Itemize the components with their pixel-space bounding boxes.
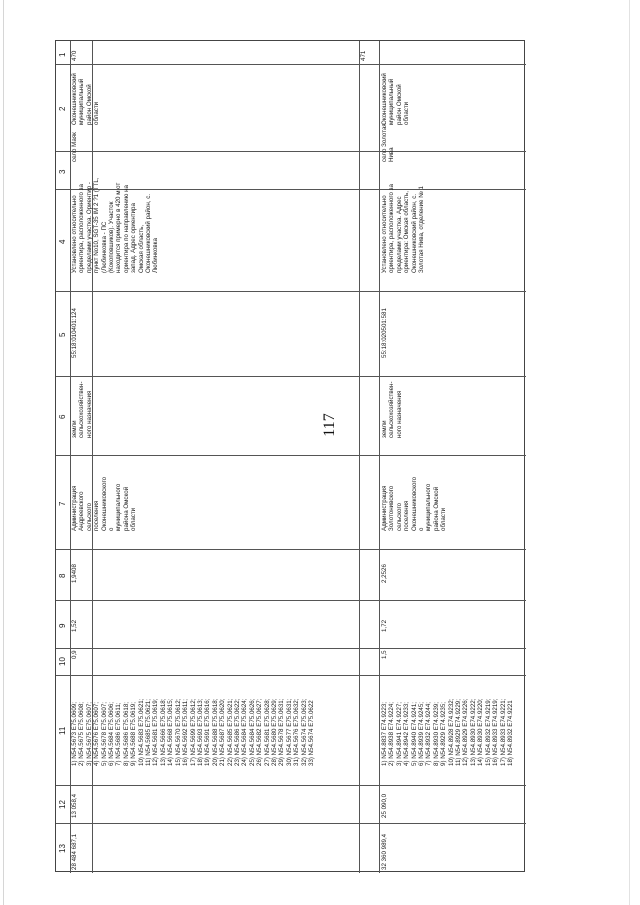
col-header: 13: [58, 844, 67, 853]
col12-value: 13 058,4: [71, 793, 78, 818]
col-header: 1: [58, 52, 67, 57]
col9-value: 1,52: [71, 619, 78, 632]
col-header: 10: [58, 657, 67, 666]
land-category: земли сельскохозяйствен- ного назначения: [71, 381, 93, 438]
table-row: [359, 41, 526, 873]
table-row: [70, 41, 359, 873]
land-category: земли сельскохозяйствен- ного назначения: [381, 381, 403, 438]
col-header: 4: [58, 239, 67, 244]
locality: село Маяк: [71, 132, 78, 162]
scan-edge-left: [3, 0, 4, 905]
municipal-district: Оконешниковский муниципальный район Омской области: [381, 73, 411, 125]
land-plots-table: [55, 40, 525, 872]
page-number: 117: [321, 413, 338, 437]
col9-value: 1,72: [381, 619, 388, 632]
administration: Администрация Андреевского сельского поселения Оконешниковского о муниципального района Омской области: [71, 476, 138, 531]
col-header: 8: [58, 573, 67, 578]
col-header: 6: [58, 414, 67, 419]
row-number: 471: [360, 50, 367, 61]
row-number: 470: [71, 50, 78, 61]
col-header: 2: [58, 106, 67, 111]
cadastral-number: 55:18:020501:581: [381, 308, 388, 358]
coordinates-list: 1) N54.5673 E75.0609; 2) N54.5675 E75.0608; 3) N54.5675 E75.0607; 4) N54.5676 E75.0607; 5) N54.5678 E75.0607; 6) N54.5684 E75.0606; 7) N54.5686 E75.0611; 8) N54.5686 E75.0618; 9) N54.5688 E75.0619; 10) N54.5683 E75.0621; 11) N54.5685 E75.0621; 12) N54.5681 E75.0619; 13) N54.5666 E75.0618; 14) N54.5668 E75.0615; 15) N54.5670 E75.0612; 16) N54.5692 E75.0611; 17) N54.5699 E75.0612; 18) N54.5693 E75.0613; 19) N54.5691 E75.0616; 20) N54.5688 E75.0618; 21) N54.5687 E75.0620; 22) N54.5685 E75.0621; 23) N54.5686 E75.0622; 24) N54.5684 E75.0624; 25) N54.5684 E75.0626; 26) N54.5682 E75.0627; 27) N54.5681 E75.0628; 28) N54.5680 E75.0629; 29) N54.5678 E75.0631; 30) N54.5677 E75.0631; 31) N54.5676 E75.0632; 32) N54.5674 E75.0623; 33) N54.5674 E75.0622: [71, 698, 315, 766]
col10-value: 0,9: [71, 650, 78, 659]
col-header: 5: [58, 332, 67, 337]
locality: село Золотая Нива: [381, 123, 396, 162]
administration: Администрация Золотонивского сельского поселения Оконешниковского о муниципального района Омской области: [381, 476, 448, 531]
header-row: [56, 41, 70, 873]
col-header: 12: [58, 800, 67, 809]
municipal-district: Оконешниковский муниципальный район Омской области: [71, 73, 101, 125]
coordinates-list: 1) N54.8837 E74.9223; 2) N54.8938 E74.9224; 3) N54.8941 E74.9227; 4) N54.8942 E74.9233; 5) N54.8940 E74.9241; 6) N54.8939 E74.9245; 7) N54.8932 E74.9244; 8) N54.8930 E74.9239; 9) N54.8929 E74.9235; 10) N54.8928 E74.9232; 11) N54.8929 E74.9229; 12) N54.8929 E74.9226; 13) N54.8930 E74.9222; 14) N54.8930 E74.9220; 15) N54.8932 E74.9219; 16) N54.8933 E74.9219; 17) N54.8933 E74.9221; 18) N54.8932 E74.9221: [381, 698, 514, 766]
col10-value: 1,5: [381, 650, 388, 659]
scan-edge-right: [629, 0, 630, 905]
col-header: 7: [58, 501, 67, 506]
cadastral-number: 55:18:010401:124: [71, 308, 78, 358]
location-description: Установлено относительно ориентира, расположенного за пределами участка. Ориентир - пункт No10, SGT-35 IM 2 ?1 (TTL, (Любинковка - ПС (Кокоповшиков). Участок находится примерно в 420 м от ориентира по направлению на запад. Адрес ориентира Омская область, Оконешниковский район, с. Любинковка: [71, 177, 160, 273]
location-description: Установлено относительно ориентира, расположенного за пределами участка. Адрес ориентира: Омская область, Оконешниковский район, с. Золотая Нива, отделение № 1: [381, 184, 426, 273]
col-header: 3: [58, 169, 67, 174]
col12-value: 25 090,0: [381, 793, 388, 818]
area-value: 1,9408: [71, 564, 78, 583]
col13-value: 28 484 687,1: [71, 833, 78, 870]
col-header: 11: [58, 726, 67, 735]
col-header: 9: [58, 623, 67, 628]
col13-value: 32 360 989,4: [381, 833, 388, 870]
area-value: 2,2526: [381, 564, 388, 583]
